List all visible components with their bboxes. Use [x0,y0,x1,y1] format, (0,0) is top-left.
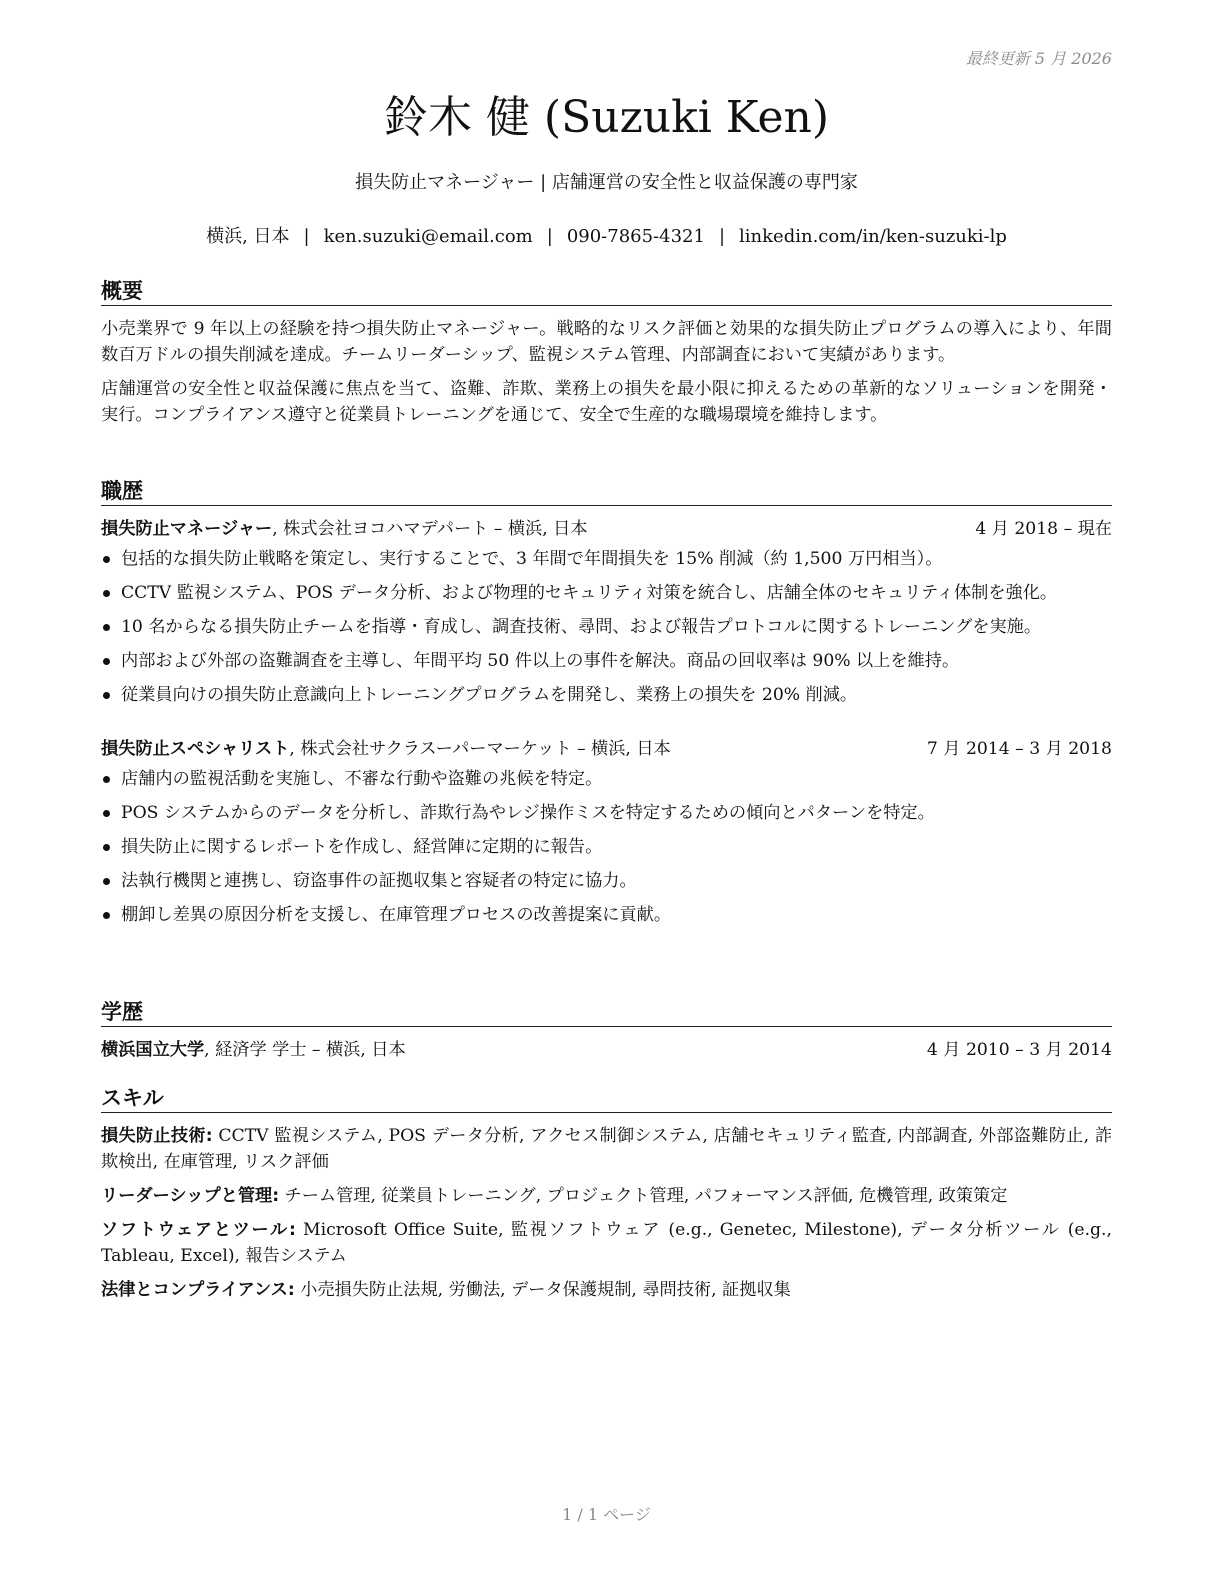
job-entry [101,736,1112,928]
list-item [101,834,1112,860]
list-item [101,868,1112,894]
contact-linkedin[interactable]: linkedin.com/in/ken-suzuki-lp [739,226,1007,247]
bullet-icon [103,658,110,665]
list-item [101,580,1112,606]
spacer [101,716,1112,736]
bullet-text: 包括的な損失防止戦略を策定し、実行することで、3 年間で年間損失を 15% 削減（約 1,500 万円相当）。 [121,549,943,569]
contact-separator: | [546,226,553,247]
skill-text: 小売損失防止法規, 労働法, データ保護規制, 尋問技術, 証拠収集 [294,1280,791,1300]
education-entry [101,1037,1112,1063]
last-updated: 最終更新 5 月 2026 [965,49,1112,68]
skill-group [101,1217,1112,1269]
skill-group [101,1183,1112,1209]
job-header [101,736,1112,762]
job-bullets [101,546,1112,708]
summary-paragraph: 店舗運営の安全性と収益保護に焦点を当て、盗難、詐欺、業務上の損失を最小限に抑えるための革新的なソリューションを開発・実行。コンプライアンス遵守と従業員トレーニングを通じて、安全で生産的な職場環境を維持します。 [101,379,1112,425]
summary-section [101,277,1112,436]
section-title-education: 学歴 [101,998,1112,1027]
skill-text: CCTV 監視システム, POS データ分析, アクセス制御システム, 店舗セキュリティ監査, 内部調査, 外部盗難防止, 詐欺検出, 在庫管理, リスク評価 [101,1126,1113,1172]
bullet-icon [103,776,110,783]
education-school: 横浜国立大学 [101,1040,205,1060]
job-dates: 4 月 2018 – 現在 [975,519,1112,539]
experience-section [101,477,1112,936]
job-role: 損失防止マネージャー [101,519,273,539]
bullet-text: CCTV 監視システム、POS データ分析、および物理的セキュリティ対策を統合し、店舗全体のセキュリティ体制を強化。 [121,583,1058,603]
job-org: , 株式会社ヨコハマデパート – 横浜, 日本 [272,519,588,539]
skill-text: Microsoft Office Suite, 監視ソフトウェア (e.g., Genetec, Milestone), データ分析ツール (e.g., Tableau, Excel), 報告システム [101,1220,1112,1266]
education-dates: 4 月 2010 – 3 月 2014 [926,1040,1112,1060]
skill-group [101,1277,1112,1303]
skill-text: チーム管理, 従業員トレーニング, プロジェクト管理, パフォーマンス評価, 危機管理, 政策策定 [279,1186,1008,1206]
contact-separator: | [718,226,726,247]
job-header [101,516,1112,542]
skill-label: リーダーシップと管理: [101,1186,280,1206]
bullet-icon [103,624,110,631]
list-item [101,546,1112,572]
bullet-text: 店舗内の監視活動を実施し、不審な行動や盗難の兆候を特定。 [121,769,603,789]
bullet-icon [103,844,110,851]
page-number: 1 / 1 ページ [562,1505,651,1524]
bullet-text: 法執行機関と連携し、窃盗事件の証拠収集と容疑者の特定に協力。 [121,871,637,891]
bullet-text: 棚卸し差異の原因分析を支援し、在庫管理プロセスの改善提案に貢献。 [121,905,672,925]
resume-page [101,0,1112,1584]
skill-label: ソフトウェアとツール: [101,1220,296,1240]
list-item [101,614,1112,640]
bullet-icon [103,590,110,597]
job-title-line [101,736,671,762]
skill-group [101,1123,1112,1175]
contact-phone[interactable]: 090-7865-4321 [566,226,705,247]
contact-location: 横浜, 日本 [206,226,290,247]
job-title-line [101,516,588,542]
list-item [101,902,1112,928]
bullet-text: POS システムからのデータを分析し、詐欺行為やレジ操作ミスを特定するための傾向とパターンを特定。 [121,803,935,823]
candidate-name: 鈴木 健 (Suzuki Ken) [383,92,830,143]
bullet-icon [103,692,110,699]
job-role: 損失防止スペシャリスト [101,739,290,759]
list-item [101,766,1112,792]
skill-label: 法律とコンプライアンス: [101,1280,295,1300]
bullet-text: 損失防止に関するレポートを作成し、経営陣に定期的に報告。 [121,837,603,857]
bullet-text: 従業員向けの損失防止意識向上トレーニングプログラムを開発し、業務上の損失を 20% 削減。 [121,685,858,705]
list-item [101,682,1112,708]
bullet-icon [103,878,110,885]
skills-section [101,1084,1112,1311]
skill-label: 損失防止技術: [101,1126,213,1146]
job-dates: 7 月 2014 – 3 月 2018 [926,739,1112,759]
summary-paragraph: 小売業界で 9 年以上の経験を持つ損失防止マネージャー。戦略的なリスク評価と効果的な損失防止プログラムの導入により、年間数百万ドルの損失削減を達成。チームリーダーシップ、監視システム管理、内部調査において実績があります。 [101,319,1112,365]
list-item [101,800,1112,826]
contact-email[interactable]: ken.suzuki@email.com [323,226,533,247]
section-title-skills: スキル [101,1084,1112,1113]
job-entry [101,516,1112,708]
bullet-text: 内部および外部の盗難調査を主導し、年間平均 50 件以上の事件を解決。商品の回収率は 90% 以上を維持。 [121,651,960,671]
education-title-line [101,1037,406,1063]
bullet-icon [103,912,110,919]
bullet-icon [103,810,110,817]
headline: 損失防止マネージャー | 店舗運営の安全性と収益保護の専門家 [355,172,858,193]
job-org: , 株式会社サクラスーパーマーケット – 横浜, 日本 [289,739,671,759]
bullet-text: 10 名からなる損失防止チームを指導・育成し、調査技術、尋問、および報告プロトコルに関するトレーニングを実施。 [121,617,1042,637]
section-title-summary: 概要 [101,277,1112,306]
contact-line [101,225,1112,249]
education-detail: , 経済学 学士 – 横浜, 日本 [204,1040,406,1060]
list-item [101,648,1112,674]
section-title-experience: 職歴 [101,477,1112,506]
contact-separator: | [303,226,310,247]
bullet-icon [103,556,110,563]
job-bullets [101,766,1112,928]
education-section [101,998,1112,1067]
